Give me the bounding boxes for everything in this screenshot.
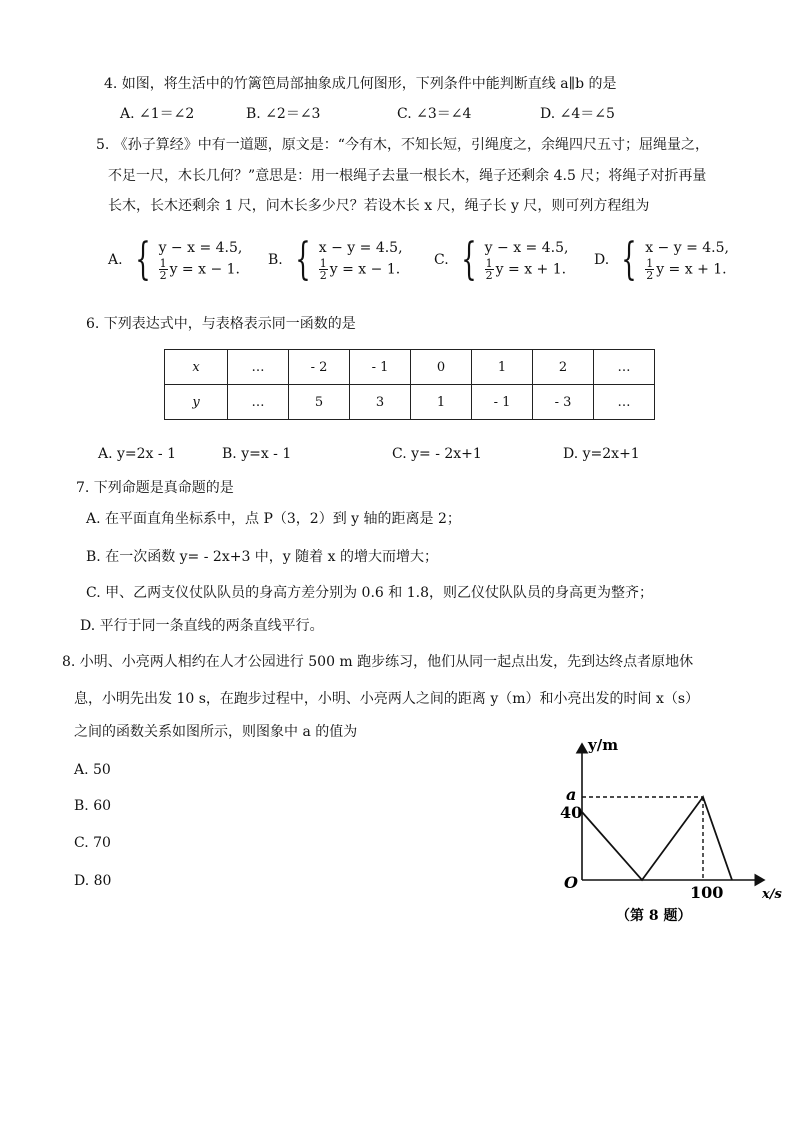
brace-icon: {	[134, 234, 151, 285]
q5-option-d-eq1: x − y = 4.5,	[645, 240, 729, 256]
figure-caption: （第 8 题）	[616, 908, 692, 924]
fraction-numerator: 1	[485, 257, 493, 270]
q5-stem-line3: 长木，长木还剩余 1 尺，问木长多少尺？若设木长 x 尺，绳子长 y 尺，则可列方程组为	[108, 198, 650, 214]
q8-stem-line2: 息，小明先出发 10 s，在跑步过程中，小明、小亮两人之间的距离 y（m）和小亮出发的时间 x（s）	[74, 691, 700, 707]
q6-stem: 6. 下列表达式中，与表格表示同一函数的是	[86, 316, 356, 332]
q6-option-d: D. y=2x+1	[563, 446, 640, 462]
q5-option-b	[268, 234, 403, 285]
x-axis-label: x/s	[762, 887, 782, 902]
table-cell: - 1	[350, 350, 411, 385]
q5-option-a-eq2: y = x − 1.	[169, 261, 240, 278]
q7-option-b: B. 在一次函数 y= - 2x+3 中，y 随着 x 的增大而增大；	[86, 549, 438, 565]
table-cell: x	[165, 350, 228, 385]
brace-icon: {	[621, 234, 637, 285]
q5-option-a-label: A.	[108, 252, 123, 268]
q4-option-a: A. ∠1＝∠2	[120, 106, 195, 122]
table-cell: 2	[533, 350, 594, 385]
q6-option-c: C. y= - 2x+1	[392, 446, 482, 462]
label-40: 40	[560, 803, 583, 822]
label-100: 100	[690, 883, 724, 902]
q8-graph	[540, 736, 790, 932]
table-cell: - 1	[472, 385, 533, 420]
q5-option-d-label: D.	[594, 252, 610, 268]
table-cell: 1	[411, 385, 472, 420]
q5-option-d-eq2: y = x + 1.	[656, 261, 727, 278]
q7-stem: 7. 下列命题是真命题的是	[76, 480, 234, 496]
q5-option-a-eq1: y − x = 4.5,	[158, 240, 243, 256]
table-cell: 0	[411, 350, 472, 385]
fraction-numerator: 1	[159, 257, 167, 270]
table-cell: 5	[289, 385, 350, 420]
fraction-denominator: 2	[485, 269, 493, 282]
q8-option-b: B. 60	[74, 798, 112, 814]
function-graph	[582, 797, 732, 880]
q8-stem-line3: 之间的函数关系如图所示，则图象中 a 的值为	[74, 724, 358, 740]
q6-option-b: B. y=x - 1	[222, 446, 292, 462]
q8-option-c: C. 70	[74, 835, 111, 851]
table-cell: …	[594, 385, 655, 420]
q5-option-b-eq1: x − y = 4.5,	[318, 240, 403, 256]
y-axis-label: y/m	[588, 736, 619, 754]
q4-option-b: B. ∠2＝∠3	[246, 106, 321, 122]
brace-icon: {	[460, 234, 477, 285]
q7-option-d: D. 平行于同一条直线的两条直线平行。	[80, 618, 324, 634]
q4-option-c: C. ∠3＝∠4	[397, 106, 472, 122]
table-cell: y	[165, 385, 228, 420]
table-cell: …	[228, 350, 289, 385]
function-table	[164, 349, 655, 420]
fraction-denominator: 2	[646, 269, 654, 282]
q8-option-a: A. 50	[74, 762, 111, 778]
a-label: a	[566, 785, 577, 804]
fraction-denominator: 2	[319, 269, 327, 282]
q5-stem-line1: 5. 《孙子算经》中有一道题，原文是：“今有木，不知长短，引绳度之，余绳四尺五寸；屈绳量之，	[96, 137, 709, 153]
brace-icon: {	[295, 234, 311, 285]
q5-option-c	[434, 234, 569, 285]
q5-option-c-label: C.	[434, 252, 449, 268]
table-cell: 1	[472, 350, 533, 385]
table-cell: 3	[350, 385, 411, 420]
q5-option-a	[108, 234, 243, 285]
q8-stem-line1: 8. 小明、小亮两人相约在人才公园进行 500 m 跑步练习，他们从同一起点出发，先到达终点者原地休	[62, 654, 694, 670]
q5-option-b-label: B.	[268, 252, 283, 268]
q5-option-c-eq1: y − x = 4.5,	[484, 240, 569, 256]
q4-option-d: D. ∠4＝∠5	[540, 106, 615, 122]
table-cell: - 2	[289, 350, 350, 385]
table-cell: - 3	[533, 385, 594, 420]
q7-option-a: A. 在平面直角坐标系中，点 P（3，2）到 y 轴的距离是 2；	[86, 511, 461, 527]
fraction-numerator: 1	[646, 257, 654, 270]
table-cell: …	[594, 350, 655, 385]
q5-option-c-eq2: y = x + 1.	[495, 261, 567, 278]
q5-option-d	[594, 234, 729, 285]
origin-label: O	[564, 873, 578, 892]
q5-stem-line2: 不足一尺，木长几何？”意思是：用一根绳子去量一根长木，绳子还剩余 4.5 尺；将绳子对折再量	[108, 168, 707, 184]
table-row	[165, 350, 655, 385]
q5-option-b-eq2: y = x − 1.	[329, 261, 401, 278]
q8-option-d: D. 80	[74, 873, 112, 889]
q7-option-c: C. 甲、乙两支仪仗队队员的身高方差分别为 0.6 和 1.8，则乙仪仗队队员的身高更为整齐；	[86, 585, 653, 601]
fraction-denominator: 2	[159, 269, 167, 282]
q6-option-a: A. y=2x - 1	[98, 446, 176, 462]
table-cell: …	[228, 385, 289, 420]
fraction-numerator: 1	[319, 257, 327, 270]
table-row	[165, 385, 655, 420]
q4-stem: 4. 如图，将生活中的竹篱笆局部抽象成几何图形，下列条件中能判断直线 a∥b 的是	[104, 76, 617, 92]
